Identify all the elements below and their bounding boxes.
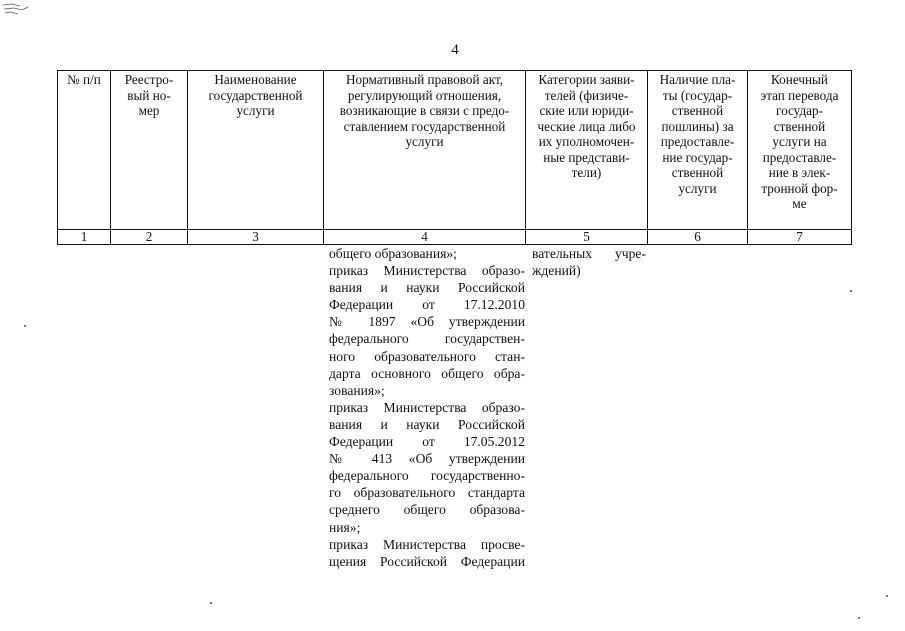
text-line: среднего общего образова-	[329, 502, 525, 518]
text-line: го образовательного стандарта	[329, 485, 525, 501]
scan-speck	[858, 617, 860, 619]
text-line: щения Российской Федерации	[329, 553, 525, 569]
scan-speck	[210, 602, 212, 604]
text-line: федерального государственно-	[329, 468, 525, 484]
column-number: 3	[188, 230, 324, 245]
text-line: общего образования»;	[329, 246, 457, 261]
column-number: 7	[748, 230, 852, 245]
scan-artifact-mark	[2, 2, 42, 16]
text-line: вательных учре-	[532, 246, 646, 261]
header-fee: Наличие пла- ты (государ- ственной пошлины) за предоставле- ние государ- ственной услуги	[648, 71, 748, 230]
text-line: Федерации от 17.05.2012	[329, 434, 525, 450]
table-header-row	[58, 71, 852, 230]
text-line: федерального государствен-	[329, 331, 525, 347]
text-line: № 413 «Об утверждении	[329, 451, 525, 467]
header-applicant-categories: Категории заяви- телей (физиче- ские или юриди- ческие лица либо их уполномочен- ные представи- тели)	[526, 71, 648, 230]
text-line: Федерации от 17.12.2010	[329, 297, 525, 313]
header-legal-act: Нормативный правовой акт, регулирующий отношения, возникающие в связи с предо- ставлением государственной услуги	[324, 71, 526, 230]
applicant-categories-continuation	[532, 245, 646, 279]
column-number-row	[58, 230, 852, 245]
services-table	[57, 70, 852, 245]
text-line: вания и науки Российской	[329, 416, 525, 432]
column-number: 6	[648, 230, 748, 245]
text-line: приказ Министерства образо-	[329, 263, 525, 279]
text-line: приказ Министерства просве-	[329, 536, 525, 552]
text-line: ния»;	[329, 519, 361, 535]
header-number: № п/п	[58, 71, 111, 230]
column-number: 4	[324, 230, 526, 245]
column-number: 1	[58, 230, 111, 245]
text-line: приказ Министерства образо-	[329, 399, 525, 415]
scan-speck	[850, 290, 852, 292]
header-final-stage: Конечный этап перевода государ- ственной услуги на предоставле- ние в элек- тронной фор- ме	[748, 71, 852, 230]
text-line: зования»;	[329, 382, 385, 398]
scan-speck	[886, 595, 888, 597]
header-service-name: Наименование государственной услуги	[188, 71, 324, 230]
column-number: 2	[111, 230, 188, 245]
text-line: ждений)	[532, 263, 581, 279]
text-line: ного образовательного стан-	[329, 348, 525, 364]
page-number: 4	[451, 42, 459, 58]
text-line: вания и науки Российской	[329, 280, 525, 296]
legal-act-continuation	[329, 245, 525, 570]
text-line: дарта основного общего обра-	[329, 365, 525, 381]
header-registry-number: Реестро- вый но- мер	[111, 71, 188, 230]
scan-speck	[24, 325, 26, 327]
text-line: № 1897 «Об утверждении	[329, 314, 525, 330]
column-number: 5	[526, 230, 648, 245]
